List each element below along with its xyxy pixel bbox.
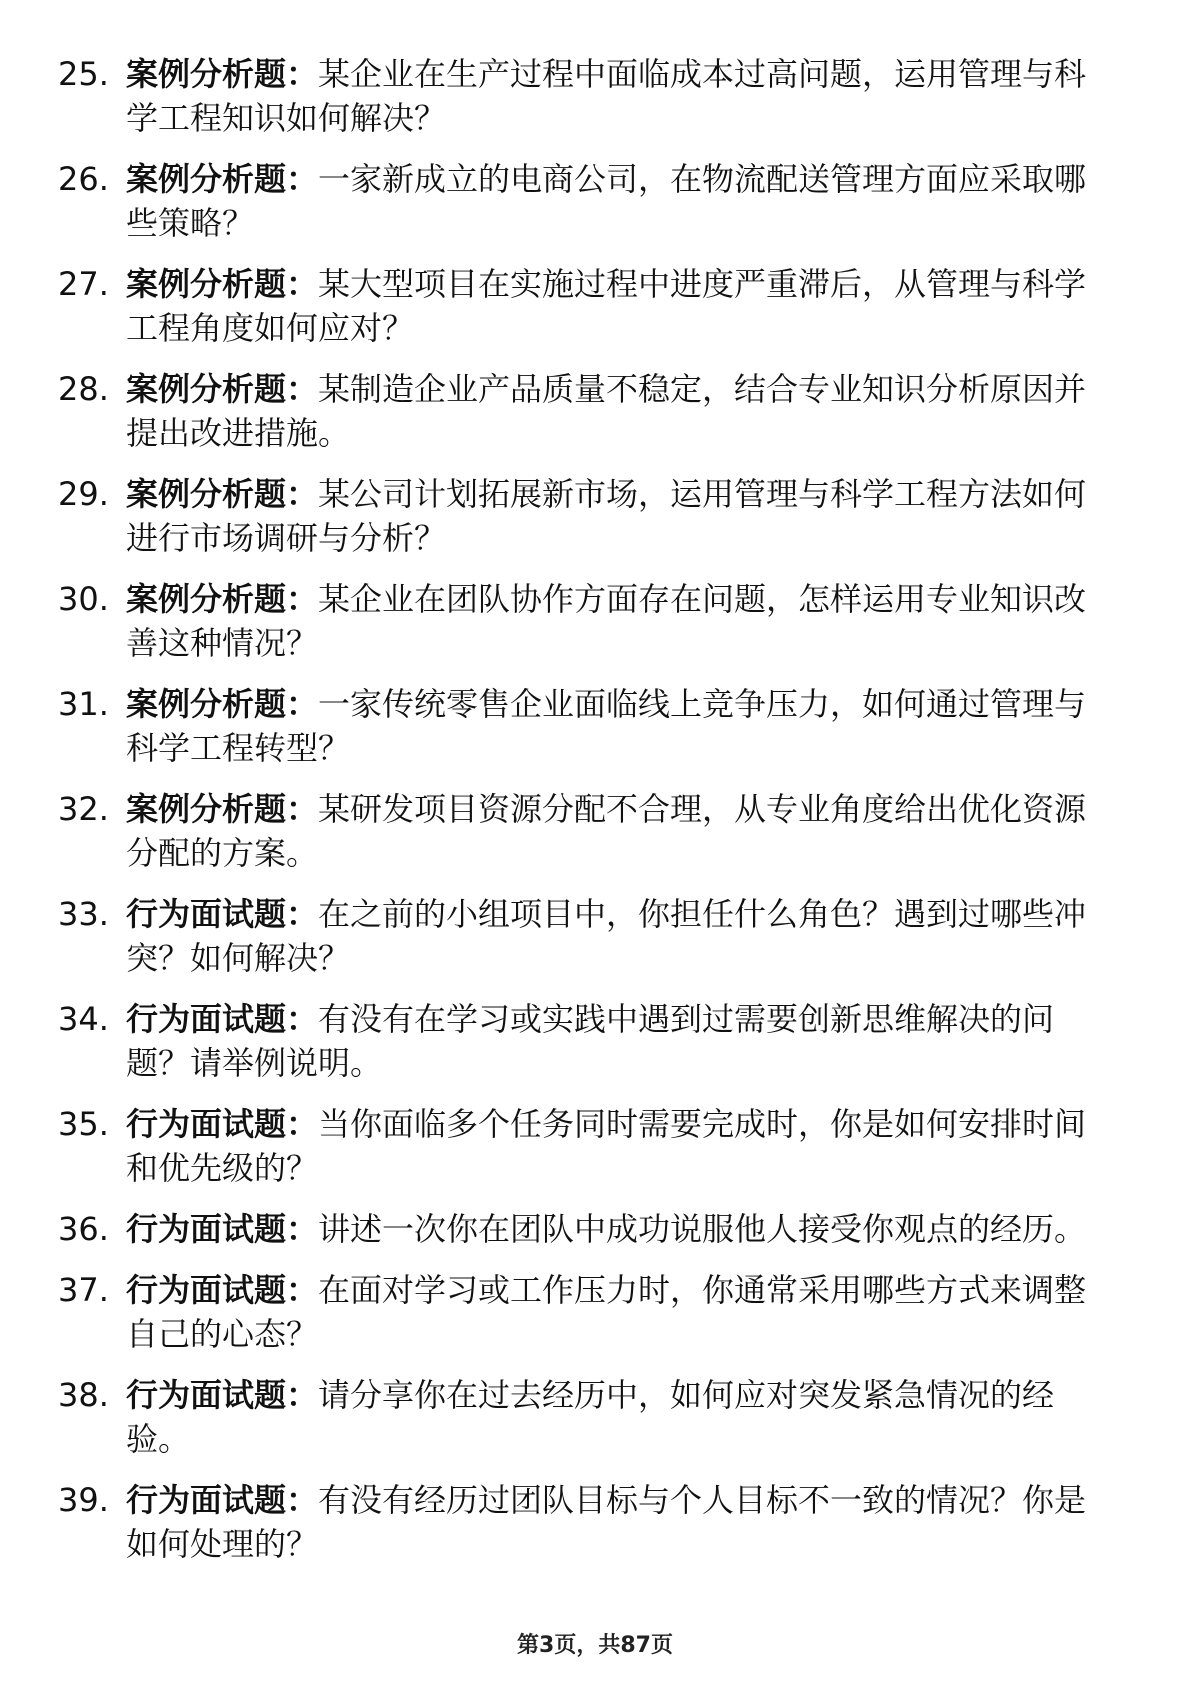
question-text: 有没有在学习或实践中遇到过需要创新思维解决的问题？请举例说明。 bbox=[126, 1000, 1055, 1082]
question-number: 36. bbox=[58, 1210, 109, 1248]
question-number: 32. bbox=[58, 790, 109, 828]
question-number: 38. bbox=[58, 1376, 109, 1414]
question-text: 某研发项目资源分配不合理，从专业角度给出优化资源分配的方案。 bbox=[126, 790, 1087, 872]
list-item bbox=[58, 1102, 1108, 1190]
question-list bbox=[58, 52, 1108, 1583]
list-item bbox=[58, 1207, 1108, 1251]
question-text: 某大型项目在实施过程中进度严重滞后，从管理与科学工程角度如何应对？ bbox=[126, 265, 1087, 347]
question-body bbox=[126, 1207, 1108, 1251]
question-number: 27. bbox=[58, 265, 109, 303]
question-type: 案例分析题： bbox=[126, 370, 319, 408]
question-text: 某制造企业产品质量不稳定，结合专业知识分析原因并提出改进措施。 bbox=[126, 370, 1087, 452]
question-text: 某企业在团队协作方面存在问题，怎样运用专业知识改善这种情况？ bbox=[126, 580, 1087, 662]
list-item bbox=[58, 892, 1108, 980]
question-type: 案例分析题： bbox=[126, 475, 319, 513]
question-type: 行为面试题： bbox=[126, 1481, 319, 1519]
question-number: 28. bbox=[58, 370, 109, 408]
question-number: 37. bbox=[58, 1271, 109, 1309]
question-text: 某公司计划拓展新市场，运用管理与科学工程方法如何进行市场调研与分析？ bbox=[126, 475, 1087, 557]
list-item bbox=[58, 157, 1108, 245]
question-text: 请分享你在过去经历中，如何应对突发紧急情况的经验。 bbox=[126, 1376, 1055, 1458]
question-type: 行为面试题： bbox=[126, 1105, 319, 1143]
question-body bbox=[126, 1102, 1108, 1190]
list-item bbox=[58, 52, 1108, 140]
question-number: 33. bbox=[58, 895, 109, 933]
question-text: 一家传统零售企业面临线上竞争压力，如何通过管理与科学工程转型？ bbox=[126, 685, 1087, 767]
question-body bbox=[126, 367, 1108, 455]
list-item bbox=[58, 1478, 1108, 1566]
list-item bbox=[58, 367, 1108, 455]
list-item bbox=[58, 682, 1108, 770]
question-number: 29. bbox=[58, 475, 109, 513]
question-type: 行为面试题： bbox=[126, 895, 319, 933]
page-number-footer: 第3页，共87页 bbox=[517, 1633, 673, 1658]
question-type: 行为面试题： bbox=[126, 1210, 319, 1248]
question-text: 在面对学习或工作压力时，你通常采用哪些方式来调整自己的心态？ bbox=[126, 1271, 1087, 1353]
question-number: 39. bbox=[58, 1481, 109, 1519]
question-type: 行为面试题： bbox=[126, 1000, 319, 1038]
question-body bbox=[126, 262, 1108, 350]
question-text: 讲述一次你在团队中成功说服他人接受你观点的经历。 bbox=[318, 1210, 1087, 1248]
question-number: 34. bbox=[58, 1000, 109, 1038]
question-type: 案例分析题： bbox=[126, 55, 319, 93]
question-type: 案例分析题： bbox=[126, 265, 319, 303]
question-body bbox=[126, 1478, 1108, 1566]
question-body bbox=[126, 787, 1108, 875]
question-type: 案例分析题： bbox=[126, 160, 319, 198]
question-type: 案例分析题： bbox=[126, 685, 319, 723]
question-number: 26. bbox=[58, 160, 109, 198]
question-text: 在之前的小组项目中，你担任什么角色？遇到过哪些冲突？如何解决？ bbox=[126, 895, 1087, 977]
question-body bbox=[126, 52, 1108, 140]
list-item bbox=[58, 787, 1108, 875]
question-body bbox=[126, 157, 1108, 245]
question-body bbox=[126, 682, 1108, 770]
question-number: 31. bbox=[58, 685, 109, 723]
list-item bbox=[58, 577, 1108, 665]
question-body bbox=[126, 1373, 1108, 1461]
question-number: 35. bbox=[58, 1105, 109, 1143]
question-type: 行为面试题： bbox=[126, 1376, 319, 1414]
list-item bbox=[58, 1373, 1108, 1461]
list-item bbox=[58, 1268, 1108, 1356]
list-item bbox=[58, 472, 1108, 560]
question-body bbox=[126, 577, 1108, 665]
question-number: 25. bbox=[58, 55, 109, 93]
question-type: 行为面试题： bbox=[126, 1271, 319, 1309]
question-type: 案例分析题： bbox=[126, 790, 319, 828]
question-text: 一家新成立的电商公司，在物流配送管理方面应采取哪些策略？ bbox=[126, 160, 1087, 242]
question-text: 某企业在生产过程中面临成本过高问题，运用管理与科学工程知识如何解决？ bbox=[126, 55, 1087, 137]
question-text: 有没有经历过团队目标与个人目标不一致的情况？你是如何处理的？ bbox=[126, 1481, 1087, 1563]
question-body bbox=[126, 892, 1108, 980]
list-item bbox=[58, 997, 1108, 1085]
question-body bbox=[126, 1268, 1108, 1356]
question-body bbox=[126, 997, 1108, 1085]
question-number: 30. bbox=[58, 580, 109, 618]
question-text: 当你面临多个任务同时需要完成时，你是如何安排时间和优先级的？ bbox=[126, 1105, 1087, 1187]
question-body bbox=[126, 472, 1108, 560]
list-item bbox=[58, 262, 1108, 350]
question-type: 案例分析题： bbox=[126, 580, 319, 618]
